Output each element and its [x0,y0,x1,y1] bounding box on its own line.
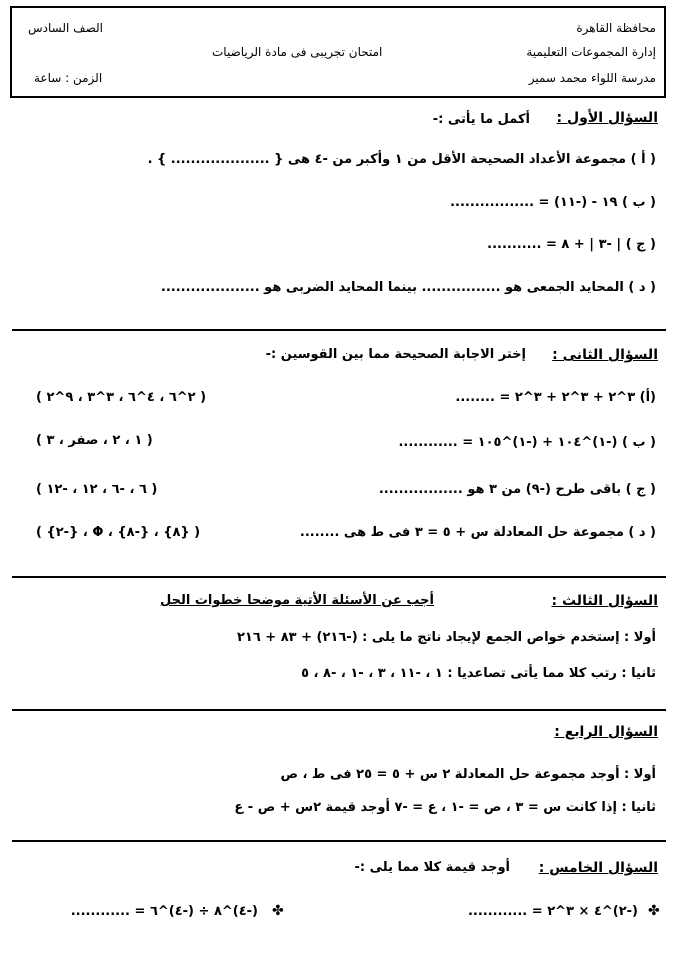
section-divider [12,709,666,711]
q1-item-b: ( ب ) ١٩ - (-١١) = ................. [450,195,656,210]
q2-title: السؤال الثانى : [552,347,658,363]
section-divider [12,576,666,578]
q4-title: السؤال الرابع : [554,724,658,740]
q2-item-a-choices: ( ٢^٦ ، ٤^٦ ، ٣^٣ ، ٩^٢ ) [36,390,207,405]
header-administration: إدارة المجموعات التعليمية [526,45,656,59]
q1-item-c: ( ج ) | -٣ | + ٨ = ........... [487,237,656,252]
q2-item-b-stem: ( ب ) (-١)^١٠٤ + (-١)^١٠٥ = ............ [398,435,656,450]
q5-item-1: (-٢)^٤ × ٣^٢ = ............ [467,904,638,919]
q2-instruction: إختر الاجابة الصحيحة مما بين القوسين :- [265,347,526,362]
q2-item-a-stem: (أ) ٣^٢ + ٣^٢ + ٣^٢ = ........ [455,390,656,405]
q5-item-2: (-٤)^٨ ÷ (-٤)^٦ = ............ [70,904,258,919]
q2-item-d-stem: ( د ) مجموعة حل المعادلة س + ٥ = ٣ فى ط هى ........ [299,525,656,540]
header-school: مدرسة اللواء محمد سمير [528,71,656,85]
q1-item-a: ( أ ) مجموعة الأعداد الصحيحة الأقل من ١ وأكبر من -٤ هى { .................... } . [147,152,656,167]
exam-title: امتحان تجريبى فى مادة الرياضيات [212,45,383,59]
header-time: الزمن : ساعة [34,71,103,85]
q2-item-d-choices: ( {٨} ، {-٨} ، Φ ، {-٢} ) [36,525,201,540]
q2-item-c-choices: ( ٦ ، -٦ ، ١٢ ، -١٢ ) [36,482,158,497]
fleuron-icon: ✤ [272,903,284,919]
section-divider [12,329,666,331]
q1-title: السؤال الأول : [556,110,658,126]
q3-item-2: ثانيا : رتب كلا مما يأتى تصاعديا : ١ ، -١١ ، ٣ ، -١ ، -٨ ، ٥ [301,666,656,681]
fleuron-icon: ✤ [648,903,660,919]
q2-item-b-choices: ( ١ ، ٢ ، صفر ، ٣ ) [36,433,153,448]
header-governorate: محافظة القاهرة [576,21,656,35]
q5-instruction: أوجد قيمة كلا مما يلى :- [354,860,510,875]
q4-item-1: أولا : أوجد مجموعة حل المعادلة ٢ س + ٥ = ٢٥ فى ط ، ص [280,767,656,782]
q3-instruction: أجب عن الأسئلة الأتية موضحا خطوات الحل [160,593,434,608]
q3-title: السؤال الثالث : [551,593,658,609]
q3-item-1: أولا : إستخدم خواص الجمع لإيجاد ناتج ما يلى : (-٢١٦) + ٨٣ + ٢١٦ [236,630,656,645]
section-divider [12,840,666,842]
q2-item-c-stem: ( ج ) باقى طرح (-٩) من ٣ هو ................. [378,482,656,497]
q1-instruction: أكمل ما يأتى :- [432,112,530,127]
q4-item-2: ثانيا : إذا كانت س = ٣ ، ص = -١ ، ع = -٧ أوجد قيمة ٢س + ص - ع [234,800,656,815]
q5-title: السؤال الخامس : [538,860,658,876]
q1-item-d: ( د ) المحايد الجمعى هو ................ بينما المحايد الضربى هو .................... [160,280,656,295]
header-grade: الصف السادس [28,21,103,35]
